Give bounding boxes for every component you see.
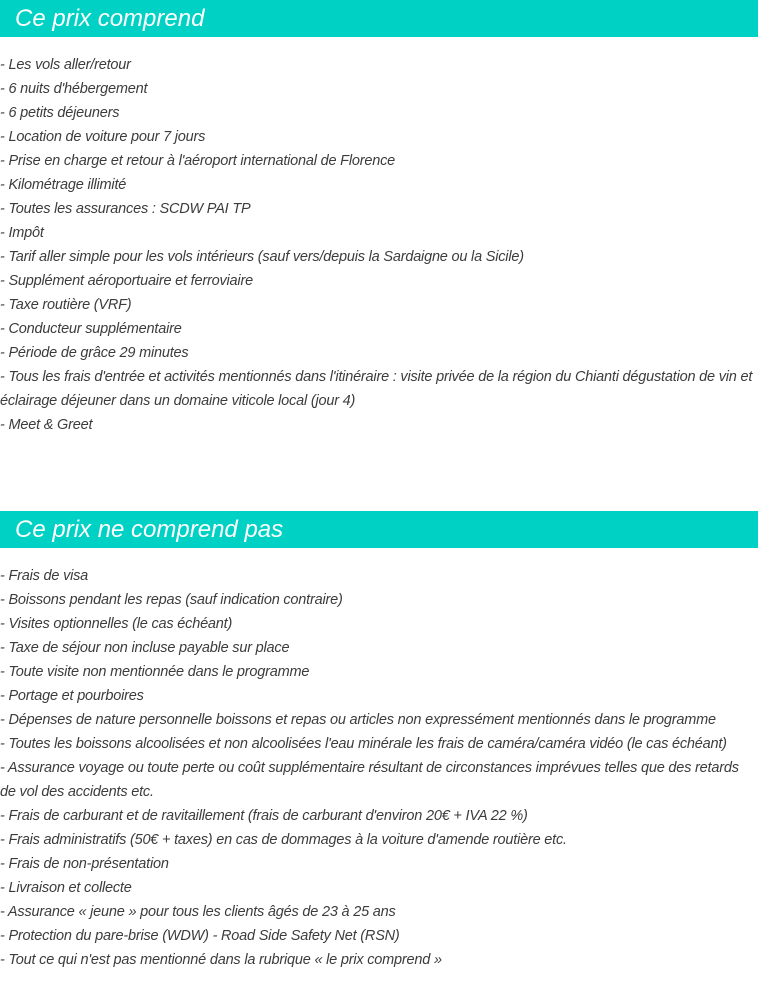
includes-title: Ce prix comprend <box>15 5 205 32</box>
list-item: - Taxe routière (VRF) <box>0 297 132 313</box>
list-item: - Assurance voyage ou toute perte ou coût supplémentaire résultant de circonstances imprévues telles que des retards de vol des accidents etc. <box>0 760 739 800</box>
list-item: - Visites optionnelles (le cas échéant) <box>0 616 233 632</box>
list-item: - 6 petits déjeuners <box>0 105 120 121</box>
excludes-header <box>0 511 758 548</box>
list-item: - Taxe de séjour non incluse payable sur place <box>0 640 290 656</box>
list-item: - Toutes les boissons alcoolisées et non alcoolisées l'eau minérale les frais de caméra/caméra vidéo (le cas échéant) <box>0 736 727 752</box>
list-item: - Livraison et collecte <box>0 880 132 896</box>
list-item: - Portage et pourboires <box>0 688 144 704</box>
list-item: - Frais de carburant et de ravitaillement (frais de carburant d'environ 20€ + IVA 22 %) <box>0 808 528 824</box>
list-item: - Prise en charge et retour à l'aéroport international de Florence <box>0 153 395 169</box>
list-item: - Toute visite non mentionnée dans le programme <box>0 664 310 680</box>
list-item: - Dépenses de nature personnelle boissons et repas ou articles non expressément mentionnés dans le programme <box>0 712 716 728</box>
list-item: - Frais administratifs (50€ + taxes) en cas de dommages à la voiture d'amende routière etc. <box>0 832 567 848</box>
excludes-title: Ce prix ne comprend pas <box>15 516 284 543</box>
includes-header <box>0 0 758 37</box>
list-item: - Impôt <box>0 225 44 241</box>
list-item: - Protection du pare-brise (WDW) - Road Side Safety Net (RSN) <box>0 928 400 944</box>
list-item: - Boissons pendant les repas (sauf indication contraire) <box>0 592 343 608</box>
list-item: - Toutes les assurances : SCDW PAI TP <box>0 201 251 217</box>
list-item: - Période de grâce 29 minutes <box>0 345 189 361</box>
list-item: - Meet & Greet <box>0 417 93 433</box>
list-item: - Tarif aller simple pour les vols intérieurs (sauf vers/depuis la Sardaigne ou la Sicile) <box>0 249 524 265</box>
list-item: - Tous les frais d'entrée et activités mentionnés dans l'itinéraire : visite privée de la région du Chianti dégustation de vin et éclairage déjeuner dans un domaine viticole local (jour 4) <box>0 369 753 409</box>
list-item: - Location de voiture pour 7 jours <box>0 129 206 145</box>
includes-section <box>0 0 758 437</box>
list-item: - Frais de non-présentation <box>0 856 169 872</box>
list-item: - Conducteur supplémentaire <box>0 321 182 337</box>
excludes-section <box>0 511 758 972</box>
list-item: - Supplément aéroportuaire et ferroviaire <box>0 273 253 289</box>
list-item: - 6 nuits d'hébergement <box>0 81 148 97</box>
list-item: - Frais de visa <box>0 568 89 584</box>
list-item: - Tout ce qui n'est pas mentionné dans la rubrique « le prix comprend » <box>0 952 442 968</box>
list-item: - Assurance « jeune » pour tous les clients âgés de 23 à 25 ans <box>0 904 396 920</box>
excludes-list <box>0 564 758 972</box>
list-item: - Les vols aller/retour <box>0 57 131 73</box>
list-item: - Kilométrage illimité <box>0 177 127 193</box>
includes-list <box>0 53 758 437</box>
